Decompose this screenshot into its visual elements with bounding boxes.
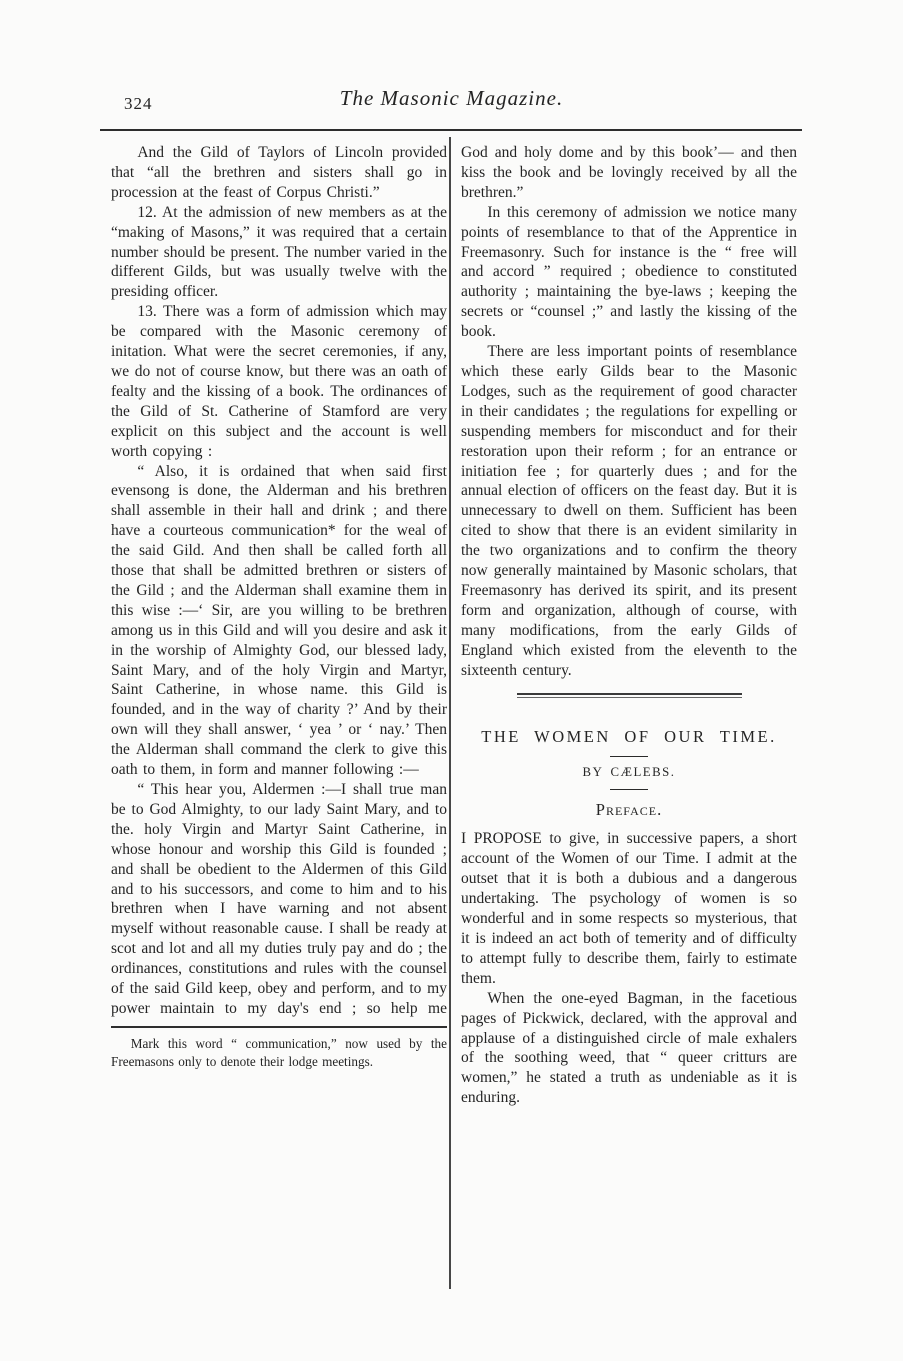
left-column <box>111 143 447 1070</box>
paragraph: When the one-eyed Bagman, in the facetious pages of Pickwick, declared, with the approval and applause of a distinguished circle of male exhalers of the soothing weed, that “ queer critturs are women,” he stated a truth as undeniable as it is enduring. <box>461 989 797 1107</box>
column-divider <box>449 137 451 1289</box>
section-heading: Preface. <box>595 800 663 820</box>
title-rule <box>610 756 648 757</box>
magazine-title: The Masonic Magazine. <box>339 86 564 110</box>
paragraph: There are less important points of resemblance which these early Gilds bear to the Masonic Lodges, such as the requirement of good character in their candidates ; the regulations for expelling or suspending members for misconduct and for their restoration upon their reform ; for an entrance or initiation fee ; for quarterly dues ; and for the annual election of officers on the feast day. But it is unnecessary to dwell on them. Sufficient has been cited to show that there is an evident similarity in the two organizations and to confirm the theory now generally maintained by Masonic scholars, that Freemasonry has derived its spirit, and its present form and organization, although of course, with many modifications, from the early Gilds of England which existed from the eleventh to the sixteenth century. <box>461 343 797 679</box>
article-title: THE WOMEN OF OUR TIME. <box>481 727 777 747</box>
section-divider <box>517 693 742 698</box>
byline-rule <box>610 789 648 790</box>
page-header <box>100 86 803 126</box>
paragraph: “ This hear you, Aldermen :—I shall true man be to God Almighty, to our lady Saint Mary, and to the. holy Virgin and Martyr Saint Catherine, in whose honour and worship this Gild is founded ; and shall be obedient to the Aldermen of this Gild and to his successors, and come to him and to his brethren when I have warning and not absent myself without reasonable cause. I shall be ready at scot and lot and all my duties truly pay and do ; the ordinances, constitutions and rules with the counsel of the said Gild keep, obey and perform, and to my power maintain to my day's end ; so help me <box>111 781 447 1017</box>
footnote-rule <box>111 1026 447 1028</box>
article-byline: BY CÆLEBS. <box>582 765 676 780</box>
header-rule <box>100 129 802 131</box>
paragraph: 12. At the admission of new members as at the “making of Masons,” it was required that a certain number should be present. The number varied in the different Gilds, but was usually twelve with the presiding officer. <box>111 203 447 301</box>
right-column <box>461 143 797 1108</box>
paragraph: 13. There was a form of admission which may be compared with the Masonic ceremony of initation. What were the secret ceremonies, if any, we do not of course know, but there was an oath of fealty and the kissing of a book. The ordinances of the Gild of St. Catherine of Stamford are very explicit on this subject and the account is well worth copying : <box>111 303 447 460</box>
paragraph: I PROPOSE to give, in successive papers, a short account of the Women of our Time. I admit at the outset that it is both a dubious and a dangerous undertaking. The psychology of women is so wonderful and in some respects so mysterious, that it is indeed an act both of temerity and of difficulty to attempt fully to describe them, fairly to estimate them. <box>461 830 797 987</box>
paragraph: God and holy dome and by this book’— and then kiss the book and be lovingly received by all the brethren.” <box>461 144 797 201</box>
footnote: Mark this word “ communication,” now used by the Freemasons only to denote their lodge meetings. <box>111 1035 447 1069</box>
paragraph: And the Gild of Taylors of Lincoln provided that “all the brethren and sisters shall go in procession at the feast of Corpus Christi.” <box>111 144 447 201</box>
paragraph: “ Also, it is ordained that when said first evensong is done, the Alderman and his brethren shall assemble in their hall and drink ; and there have a courteous communication* for the weal of the said Gild. And then shall be called forth all those that shall be admitted brethren or sisters of the Gild ; and the Alderman shall examine them in this wise :—‘ Sir, are you willing to be brethren among us in this Gild and will you desire and ask it in the worship of Almighty God, our blessed lady, Saint Mary, and of the holy Virgin and Martyr, Saint Catherine, in whose name. this Gild is founded, and in the way of charity ?’ And by their own will they shall answer, ‘ yea ’ or ‘ nay.’ Then the Alderman shall command the clerk to give this oath to them, in form and manner following :— <box>111 462 447 779</box>
page-number: 324 <box>124 94 153 113</box>
paragraph: In this ceremony of admission we notice many points of resemblance to that of the Apprentice in Freemasonry. Such for instance is the “ free will and accord ” required ; obedience to constituted authority ; maintaining the bye-laws ; keeping the secrets or “counsel ;” and lastly the kissing of the book. <box>461 203 797 341</box>
